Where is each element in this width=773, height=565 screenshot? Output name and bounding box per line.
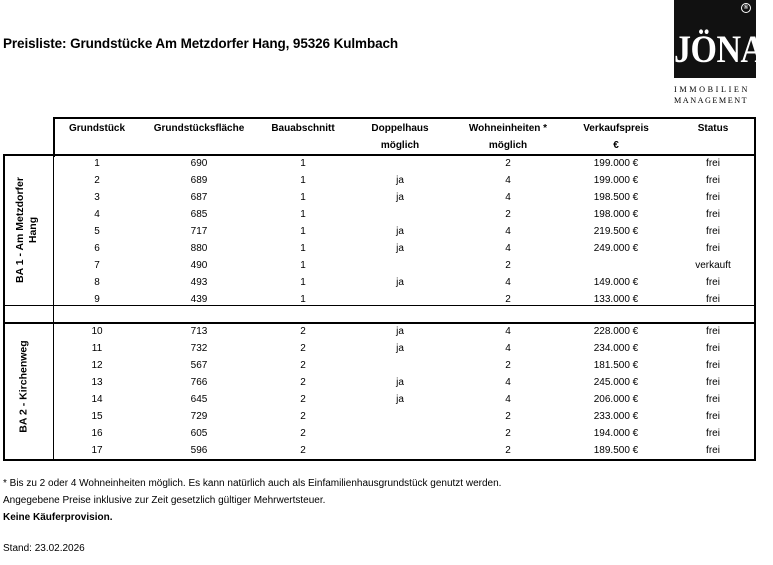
cell-status: frei [706,226,720,237]
cell-wohneinheiten: 4 [505,226,511,237]
section-label-ba1 [14,160,40,300]
cell-grundstueck: 2 [94,175,100,186]
registered-mark: ® [741,3,751,13]
cell-wohneinheiten: 2 [505,209,511,220]
cell-bauabschnitt: 1 [300,294,306,305]
cell-flaeche: 596 [190,445,208,456]
header-grundstueck: Grundstück [68,123,126,134]
cell-bauabschnitt: 2 [300,428,306,439]
cell-flaeche: 687 [190,192,208,203]
cell-status: frei [706,175,720,186]
cell-wohneinheiten: 2 [505,428,511,439]
cell-status: frei [706,343,720,354]
logo-subtitle-management: MANAGEMENT [674,96,749,105]
logo-wordmark: JÖNA [674,28,765,72]
cell-flaeche: 690 [190,158,208,169]
cell-grundstueck: 9 [94,294,100,305]
section-label-ba2-line1: BA 2 - Kirchenweg [17,340,30,433]
cell-wohneinheiten: 4 [505,377,511,388]
cell-bauabschnitt: 2 [300,394,306,405]
cell-doppelhaus [380,425,420,442]
logo-subtitle-immobilien: IMMOBILIEN [674,85,751,94]
cell-verkaufspreis: 249.000 € [593,243,639,254]
cell-flaeche: 605 [190,428,208,439]
cell-bauabschnitt: 2 [300,343,306,354]
cell-verkaufspreis: 149.000 € [593,277,639,288]
cell-flaeche: 567 [190,360,208,371]
cell-status: frei [706,411,720,422]
cell-wohneinheiten: 4 [505,326,511,337]
cell-bauabschnitt: 1 [300,277,306,288]
section-label-ba1-line2: Hang [27,216,39,244]
cell-flaeche: 766 [190,377,208,388]
cell-doppelhaus [380,408,420,425]
cell-doppelhaus: ja [396,243,404,254]
cell-verkaufspreis: 194.000 € [593,428,639,439]
cell-flaeche: 490 [190,260,208,271]
cell-grundstueck: 15 [91,411,103,422]
cell-flaeche: 645 [190,394,208,405]
cell-bauabschnitt: 2 [300,411,306,422]
cell-verkaufspreis: 206.000 € [593,394,639,405]
cell-doppelhaus: ja [396,343,404,354]
cell-bauabschnitt: 2 [300,445,306,456]
cell-bauabschnitt: 2 [300,377,306,388]
cell-flaeche: 880 [190,243,208,254]
cell-grundstueck: 12 [91,360,103,371]
header-verkaufspreis: Verkaufspreis [583,123,649,134]
footnote-wohneinheiten: * Bis zu 2 oder 4 Wohneinheiten möglich. Es kann natürlich auch als Einfamilienhausgrundstück genutzt werden. [3,478,502,489]
header-doppelhaus: Doppelhaus [371,123,429,134]
cell-doppelhaus [380,155,420,172]
cell-verkaufspreis [566,257,666,274]
header-wohneinheiten: Wohneinheiten * [468,123,548,134]
cell-verkaufspreis: 133.000 € [593,294,639,305]
cell-bauabschnitt: 1 [300,209,306,220]
cell-grundstueck: 6 [94,243,100,254]
cell-verkaufspreis: 219.500 € [593,226,639,237]
header-status: Status [697,123,729,134]
cell-bauabschnitt: 1 [300,226,306,237]
section-label-ba1-line1: BA 1 - Am Metzdorfer [14,177,26,283]
cell-flaeche: 493 [190,277,208,288]
table-right-border [754,117,756,461]
cell-status: frei [706,209,720,220]
header-grundstuecksflaeche: Grundstücksfläche [153,123,245,134]
header-bauabschnitt: Bauabschnitt [271,123,335,134]
cell-bauabschnitt: 1 [300,192,306,203]
cell-doppelhaus: ja [396,377,404,388]
cell-wohneinheiten: 4 [505,394,511,405]
header-left-border [53,117,55,157]
cell-grundstueck: 4 [94,209,100,220]
cell-doppelhaus: ja [396,277,404,288]
cell-verkaufspreis: 199.000 € [593,158,639,169]
cell-bauabschnitt: 2 [300,360,306,371]
cell-status: frei [706,377,720,388]
footnote-mwst: Angegebene Preise inklusive zur Zeit gesetzlich gültiger Mehrwertsteuer. [3,495,326,506]
header-wohneinheiten-moeglich: möglich [488,140,528,151]
cell-doppelhaus: ja [396,394,404,405]
cell-wohneinheiten: 2 [505,411,511,422]
label-column-divider [53,154,54,461]
cell-status: verkauft [695,260,731,271]
cell-doppelhaus [380,357,420,374]
cell-verkaufspreis: 228.000 € [593,326,639,337]
cell-grundstueck: 17 [91,445,103,456]
cell-flaeche: 732 [190,343,208,354]
cell-verkaufspreis: 233.000 € [593,411,639,422]
section-label-ba2 [18,327,31,447]
cell-grundstueck: 5 [94,226,100,237]
table-top-border [53,117,756,119]
cell-wohneinheiten: 4 [505,277,511,288]
cell-flaeche: 717 [190,226,208,237]
cell-verkaufspreis: 198.000 € [593,209,639,220]
cell-wohneinheiten: 2 [505,294,511,305]
cell-doppelhaus: ja [396,326,404,337]
jona-logo [674,0,765,78]
cell-wohneinheiten: 2 [505,260,511,271]
cell-bauabschnitt: 1 [300,158,306,169]
cell-wohneinheiten: 4 [505,175,511,186]
cell-wohneinheiten: 2 [505,445,511,456]
cell-wohneinheiten: 4 [505,243,511,254]
cell-bauabschnitt: 2 [300,326,306,337]
cell-grundstueck: 14 [91,394,103,405]
cell-grundstueck: 16 [91,428,103,439]
cell-status: frei [706,326,720,337]
cell-verkaufspreis: 181.500 € [593,360,639,371]
table-bottom-border [3,459,756,461]
cell-flaeche: 689 [190,175,208,186]
cell-verkaufspreis: 234.000 € [593,343,639,354]
cell-bauabschnitt: 1 [300,243,306,254]
table-left-border [3,154,5,461]
cell-doppelhaus [380,206,420,223]
cell-doppelhaus: ja [396,192,404,203]
footnote-provision: Keine Käuferprovision. [3,512,113,523]
cell-grundstueck: 13 [91,377,103,388]
cell-grundstueck: 10 [91,326,103,337]
header-doppelhaus-moeglich: möglich [380,140,420,151]
cell-flaeche: 439 [190,294,208,305]
page-title: Preisliste: Grundstücke Am Metzdorfer Hang, 95326 Kulmbach [3,36,399,51]
cell-bauabschnitt: 1 [300,260,306,271]
cell-doppelhaus: ja [396,175,404,186]
cell-doppelhaus: ja [396,226,404,237]
cell-status: frei [706,445,720,456]
cell-grundstueck: 7 [94,260,100,271]
cell-verkaufspreis: 189.500 € [593,445,639,456]
stand-date: Stand: 23.02.2026 [3,543,85,554]
cell-flaeche: 729 [190,411,208,422]
cell-status: frei [706,360,720,371]
cell-wohneinheiten: 2 [505,360,511,371]
cell-status: frei [706,192,720,203]
cell-grundstueck: 8 [94,277,100,288]
cell-status: frei [706,394,720,405]
cell-wohneinheiten: 2 [505,158,511,169]
cell-doppelhaus [380,291,420,308]
cell-status: frei [706,294,720,305]
cell-verkaufspreis: 245.000 € [593,377,639,388]
cell-flaeche: 685 [190,209,208,220]
cell-verkaufspreis: 199.000 € [593,175,639,186]
cell-grundstueck: 1 [94,158,100,169]
cell-flaeche: 713 [190,326,208,337]
header-euro: € [613,140,619,151]
cell-grundstueck: 11 [91,343,103,354]
cell-wohneinheiten: 4 [505,192,511,203]
cell-doppelhaus [380,442,420,459]
cell-bauabschnitt: 1 [300,175,306,186]
cell-status: frei [706,158,720,169]
cell-status: frei [706,277,720,288]
cell-verkaufspreis: 198.500 € [593,192,639,203]
cell-doppelhaus [380,257,420,274]
cell-wohneinheiten: 4 [505,343,511,354]
cell-grundstueck: 3 [94,192,100,203]
cell-status: frei [706,428,720,439]
cell-status: frei [706,243,720,254]
